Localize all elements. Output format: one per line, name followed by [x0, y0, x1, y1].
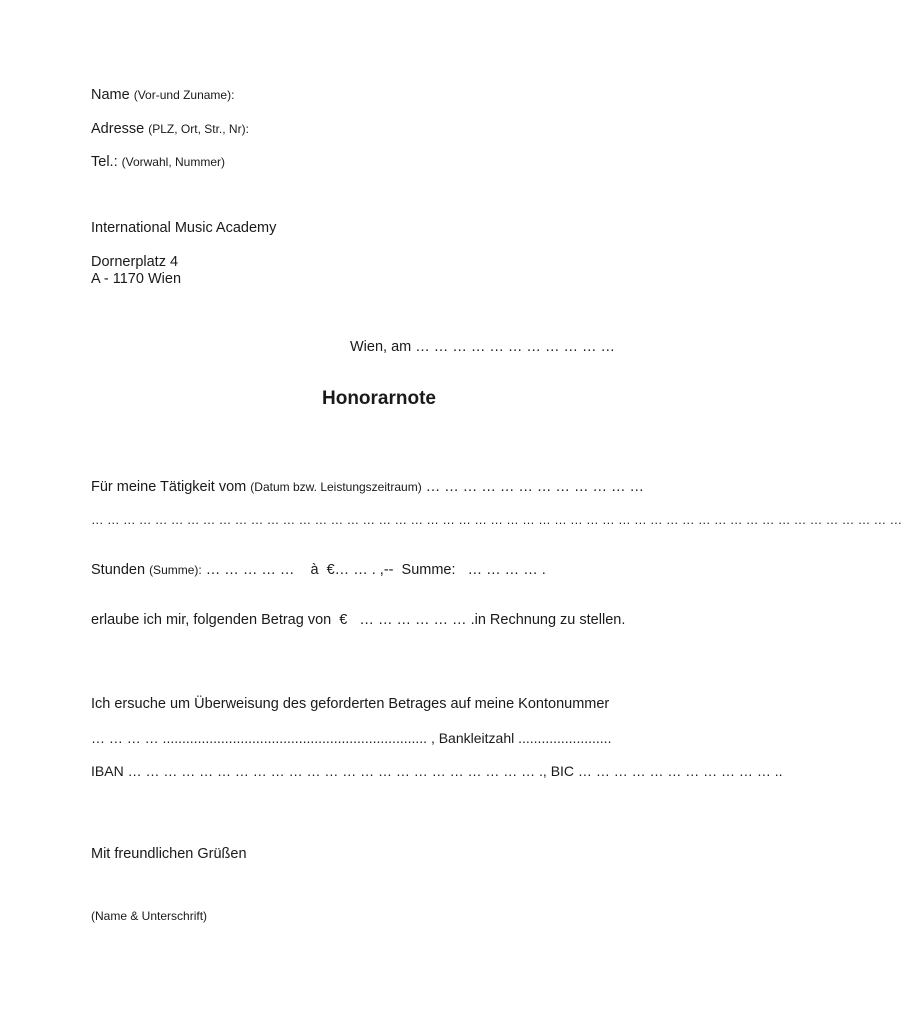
activity-continuation-line: … … … … … … … … … … … … … … … … … … … … … … … … … … … … … … … … … … … … … … … … … … … … … … … … … … … [91, 513, 902, 527]
activity-hint: (Datum bzw. Leistungszeitraum) [250, 480, 422, 494]
hours-line [91, 561, 546, 579]
recipient-street: Dornerplatz 4 [91, 254, 179, 270]
sender-name-hint: (Vor-und Zuname): [133, 88, 235, 102]
signature-hint: (Name & Unterschrift) [91, 909, 208, 923]
hours-rest: … … … … … à €… … . ,-- Summe: … … … … . [205, 562, 546, 578]
sender-name-field [91, 86, 234, 104]
sender-phone-field [91, 153, 225, 171]
sender-name-label: Name [91, 87, 130, 103]
sender-phone-label: Tel.: [91, 154, 118, 170]
transfer-request-line: Ich ersuche um Überweisung des geforderten Betrages auf meine Kontonummer [91, 696, 610, 712]
activity-text: Für meine Tätigkeit vom [91, 479, 247, 495]
invoice-amount-line: erlaube ich mir, folgenden Betrag von € … … … … … … .in Rechnung zu stellen. [91, 612, 626, 628]
recipient-name: International Music Academy [91, 220, 277, 236]
sender-address-hint: (PLZ, Ort, Str., Nr): [148, 122, 249, 136]
account-number-line: … … … … .................................................................... , Bankleitzahl ........................ [91, 730, 612, 746]
sender-address-label: Adresse [91, 121, 145, 137]
iban-bic-line: IBAN … … … … … … … … … … … … … … … … … … … … … … … ., BIC … … … … … … … … … … … .. [91, 763, 783, 779]
document-title: Honorarnote [322, 388, 436, 409]
activity-period-line [91, 478, 644, 496]
sender-address-field [91, 120, 249, 138]
place-date-line: Wien, am … … … … … … … … … … … [350, 339, 616, 355]
hours-label: Stunden [91, 562, 146, 578]
hours-hint: (Summe): [149, 563, 202, 577]
recipient-city: A - 1170 Wien [91, 271, 182, 287]
closing-greeting: Mit freundlichen Grüßen [91, 846, 247, 862]
activity-dots: … … … … … … … … … … … … [425, 479, 645, 495]
sender-phone-hint: (Vorwahl, Nummer) [121, 155, 225, 169]
